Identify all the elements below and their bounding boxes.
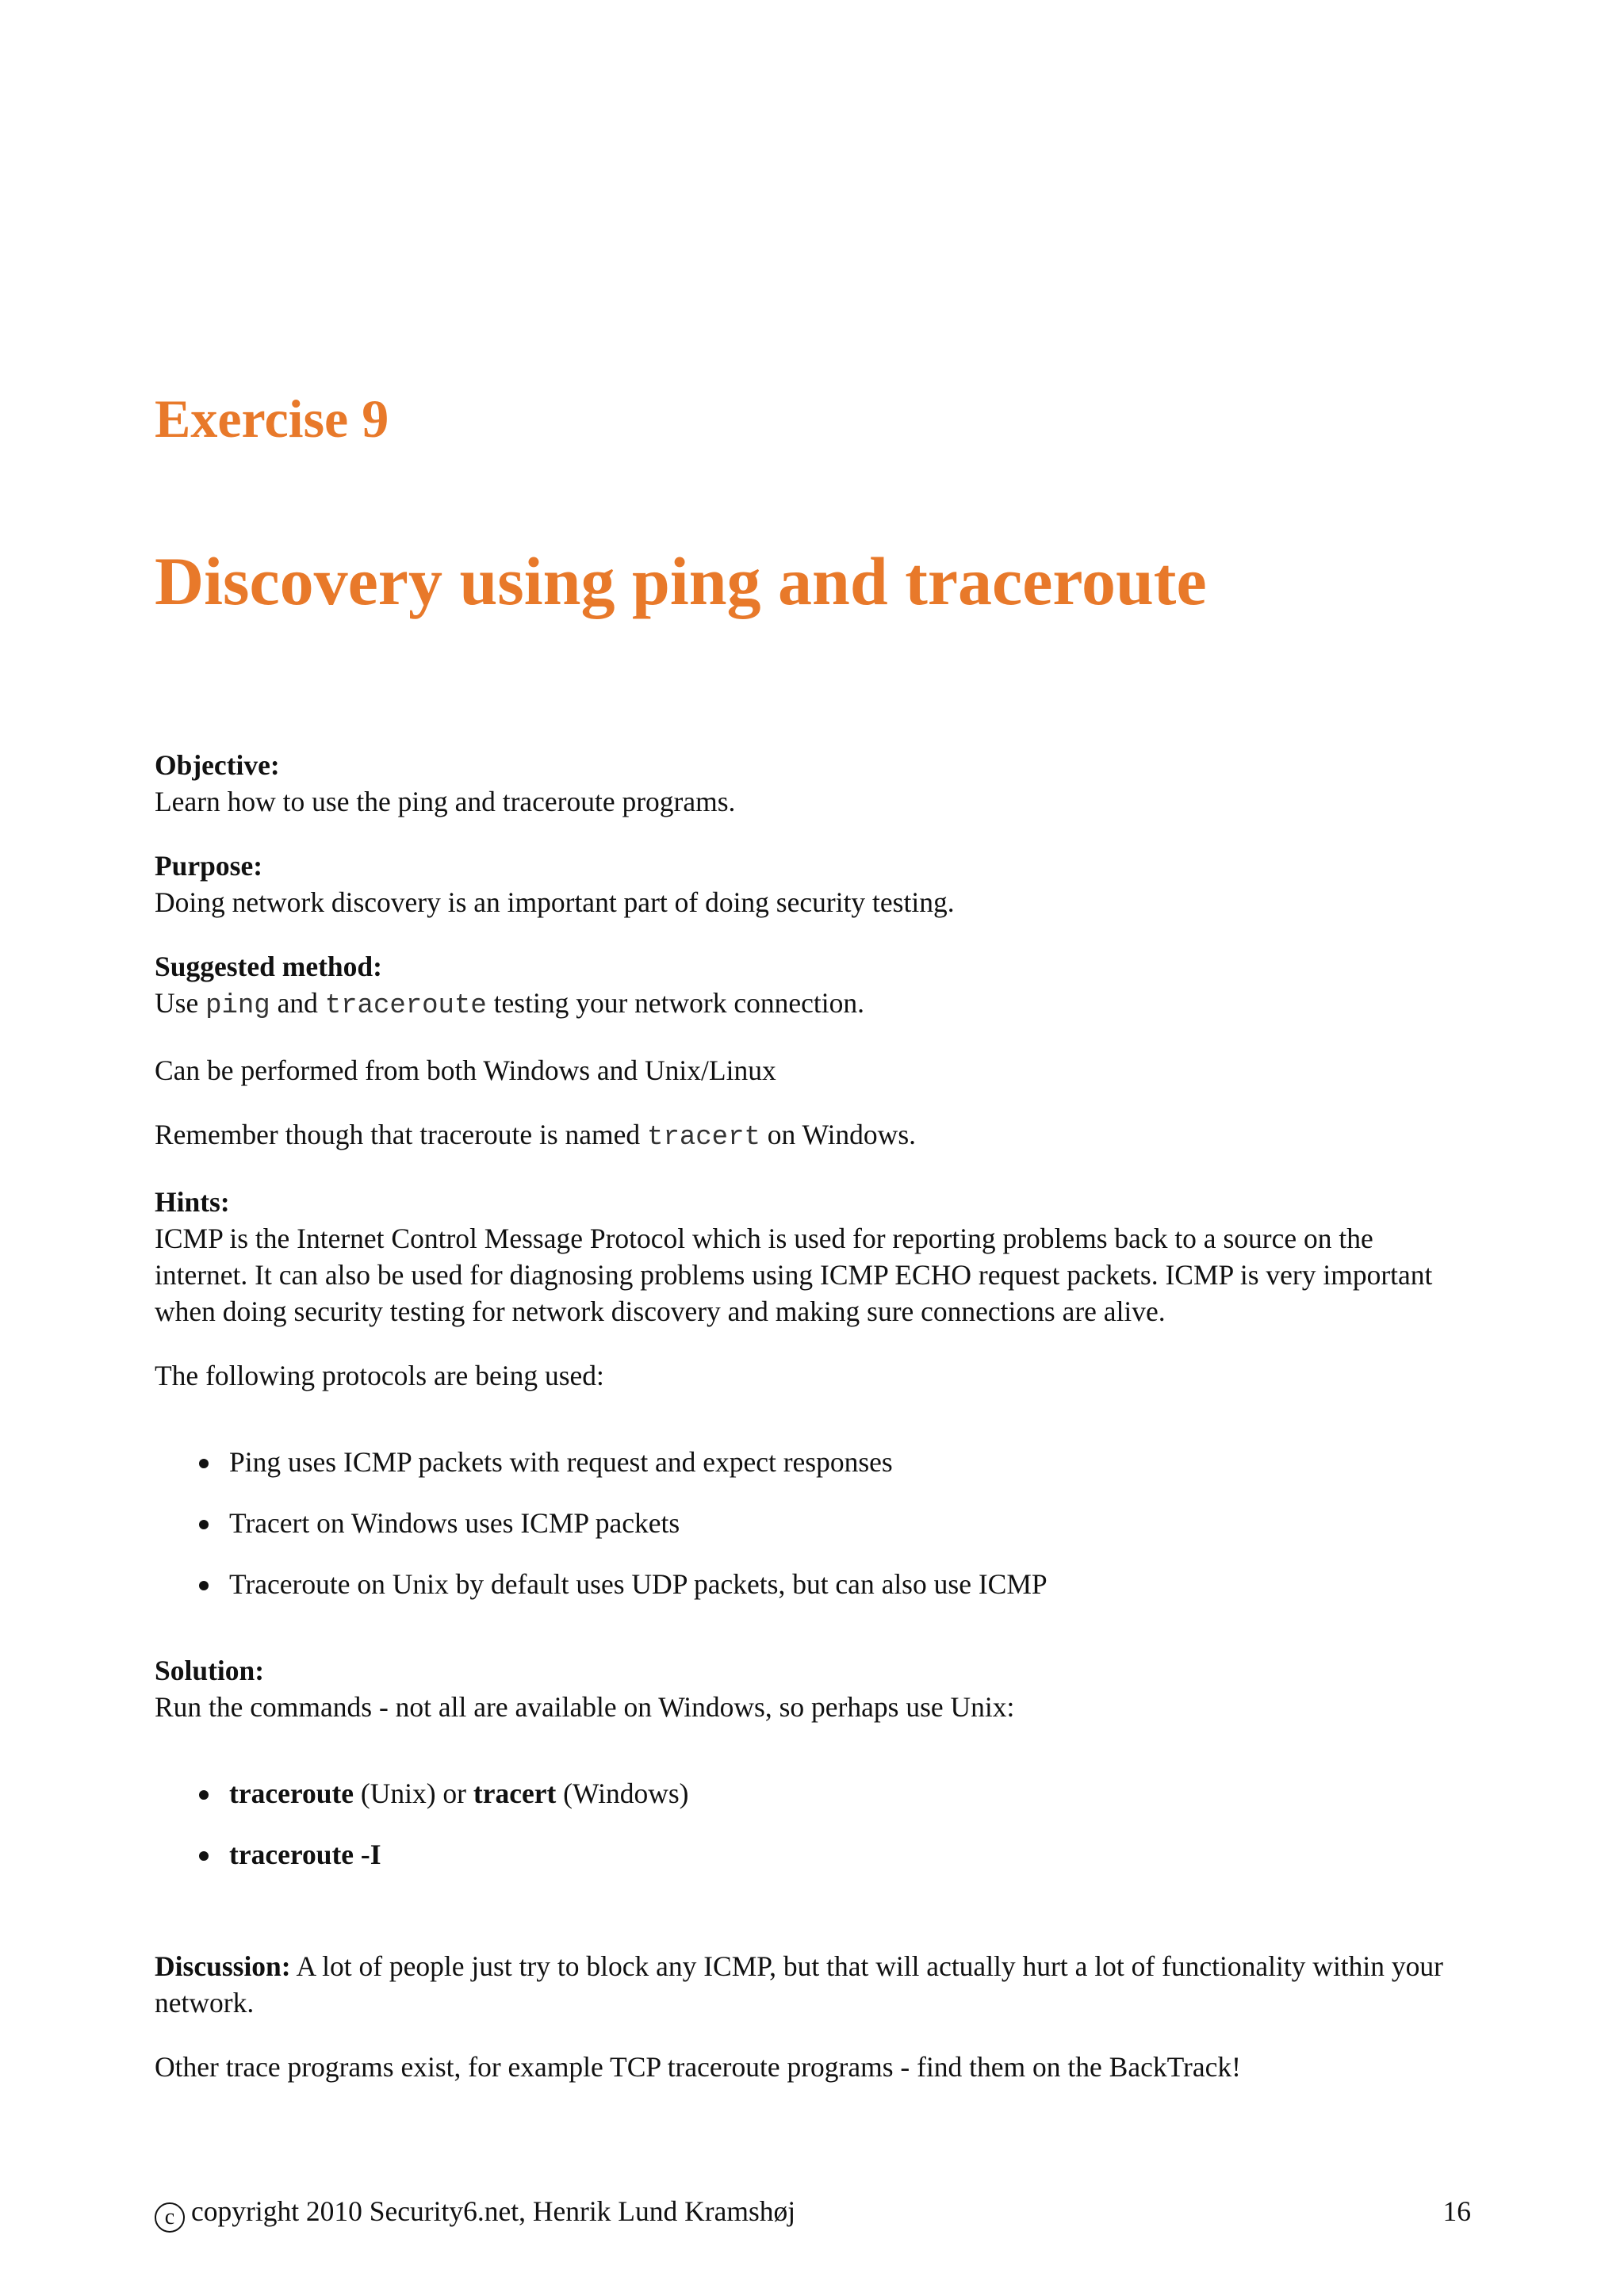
remember-pre: Remember though that traceroute is named [155,1119,641,1150]
purpose-label: Purpose: [155,850,263,882]
purpose-section [155,848,1471,920]
objective-text: Learn how to use the ping and traceroute programs. [155,786,736,817]
list-item [155,1444,1471,1480]
remember-post: on Windows. [767,1119,917,1150]
solution-command: traceroute [229,1777,354,1809]
solution-section [155,1652,1471,1725]
solution-label: Solution: [155,1655,265,1686]
discussion-text: A lot of people just try to block any ICMP, but that will actually hurt a lot of functionality within your network. [155,1950,1443,2019]
document-page [155,0,1471,2296]
chapter-heading: Exercise 9 [155,388,389,449]
list-item [155,1505,1471,1541]
other-programs-paragraph: Other trace programs exist, for example TCP traceroute programs - find them on the BackTrack! [155,2051,1241,2083]
list-item [155,1836,1471,1873]
solution-item-text: (Windows) [563,1777,689,1809]
solution-item-text: (Unix) or [360,1777,466,1809]
page-title: Discovery using ping and traceroute [155,543,1207,619]
remember-paragraph [155,1116,1471,1156]
bullet-icon [199,1520,209,1529]
method-rest: testing your network connection. [493,987,864,1019]
list-item [155,1566,1471,1602]
page-number: 16 [1442,2195,1471,2227]
solution-list [155,1775,1471,1873]
list-item-text: Tracert on Windows uses ICMP packets [229,1507,680,1539]
hints-label: Hints: [155,1186,230,1218]
copyright-text: copyright 2010 Security6.net, Henrik Lund Kramshøj [191,2195,796,2227]
hints-section [155,1184,1471,1330]
bullet-icon [199,1790,209,1800]
method-and: and [277,987,318,1019]
method-use: Use [155,987,199,1019]
discussion-label: Discussion: [155,1950,291,1982]
discussion-section [155,1948,1471,2021]
solution-text: Run the commands - not all are available on Windows, so perhaps use Unix: [155,1691,1015,1723]
solution-command: traceroute -I [229,1839,381,1870]
solution-command: tracert [473,1777,557,1809]
objective-section [155,747,1471,820]
copyright-icon: c [155,2202,185,2233]
list-item [155,1775,1471,1812]
bullet-icon [199,1581,209,1590]
tracert-command: tracert [647,1123,760,1153]
method-section [155,948,1471,1024]
bullet-icon [199,1851,209,1861]
traceroute-command: traceroute [324,991,487,1021]
exercise-body [155,747,1471,2113]
list-item-text: Traceroute on Unix by default uses UDP packets, but can also use ICMP [229,1568,1048,1600]
page-footer [155,2193,1471,2233]
objective-label: Objective: [155,749,280,781]
platforms-paragraph: Can be performed from both Windows and Unix/Linux [155,1054,776,1086]
protocols-intro: The following protocols are being used: [155,1360,604,1391]
hints-text: ICMP is the Internet Control Message Protocol which is used for reporting problems back to a source on the internet. It can also be used for diagnosing problems using ICMP ECHO request packets. ICMP is very important when doing security testing for network discovery and making sure connections are alive. [155,1223,1433,1327]
protocols-list [155,1444,1471,1602]
ping-command: ping [205,991,270,1021]
bullet-icon [199,1459,209,1468]
purpose-text: Doing network discovery is an important part of doing security testing. [155,886,955,918]
method-label: Suggested method: [155,951,382,982]
list-item-text: Ping uses ICMP packets with request and expect responses [229,1446,893,1478]
